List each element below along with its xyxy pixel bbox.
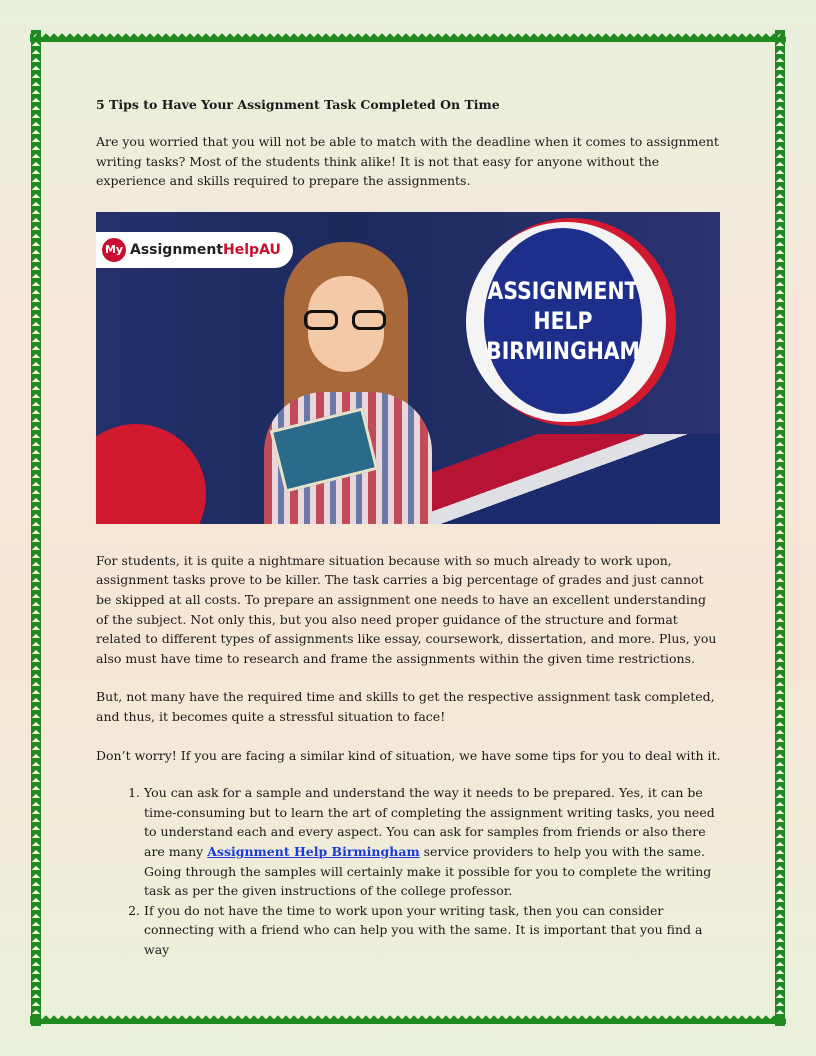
- decorative-border-left: [31, 30, 41, 1026]
- badge-line-1: ASSIGNMENT: [487, 276, 639, 305]
- list-item: [144, 783, 722, 901]
- document-body: [96, 96, 722, 959]
- decorative-red-shape: [96, 424, 206, 524]
- decorative-border-right: [775, 30, 785, 1026]
- list-item: 2. If you do not have the time to work upon your writing task, then you can consider connecting with a friend who can help you with the same. It is important that you find a way: [144, 901, 722, 960]
- student-illustration: [246, 242, 446, 524]
- body-paragraph-1: For students, it is quite a nightmare situation because with so much already to work upon, assignment tasks prove to be killer. The task carries a big percentage of grades and just cannot be skipped at all costs. To prepare an assignment one needs to have an excellent understanding of the subject. Not only this, but you also need proper guidance of the structure and format related to different types of assignments like essay, coursework, dissertation, and more. Plus, you also must have time to research and frame the assignments within the given time restrictions.: [96, 552, 717, 666]
- body-paragraph-2: But, not many have the required time and skills to get the respective assignment task completed, and thus, it becomes quite a stressful situation to face!: [96, 689, 715, 724]
- decorative-border-bottom: [30, 1014, 786, 1024]
- logo-my-badge: My: [102, 238, 126, 262]
- union-flag-graphic: [430, 434, 720, 524]
- decorative-border-top: [30, 32, 786, 42]
- tip-1-text-start: You can ask for a sample and understand the way it needs to be prepared. Yes, it can be time-consuming but to learn the art of completing the assignment writing tasks, you need to understand each and every aspect. You can ask for samples from friends or also there are many: [144, 785, 715, 859]
- badge-line-3: BIRMINGHAM: [486, 336, 640, 365]
- body-paragraph-3: Don’t worry! If you are facing a similar kind of situation, we have some tips for you to deal with it.: [96, 747, 721, 763]
- logo-assignment-text: Assignment: [130, 241, 224, 258]
- tips-list: [96, 783, 722, 959]
- logo-helpau-text: HelpAU: [223, 241, 281, 258]
- badge-circle: [484, 228, 642, 414]
- glasses-icon: [304, 310, 388, 330]
- intro-paragraph: Are you worried that you will not be able to match with the deadline when it comes to assignment writing tasks? Most of the students think alike! It is not that easy for anyone without the experience and skills required to prepare the assignments.: [96, 134, 719, 189]
- tip-1-text-end: service providers to help you with the same. Going through the samples will certainly make it possible for you to complete the writing task as per the given instructions of the college professor.: [144, 843, 712, 899]
- assignment-help-birmingham-link[interactable]: Assignment Help Birmingham: [207, 843, 420, 859]
- page-title: 5 Tips to Have Your Assignment Task Completed On Time: [96, 97, 500, 112]
- hero-image: [96, 212, 720, 524]
- badge-line-2: HELP: [533, 306, 593, 335]
